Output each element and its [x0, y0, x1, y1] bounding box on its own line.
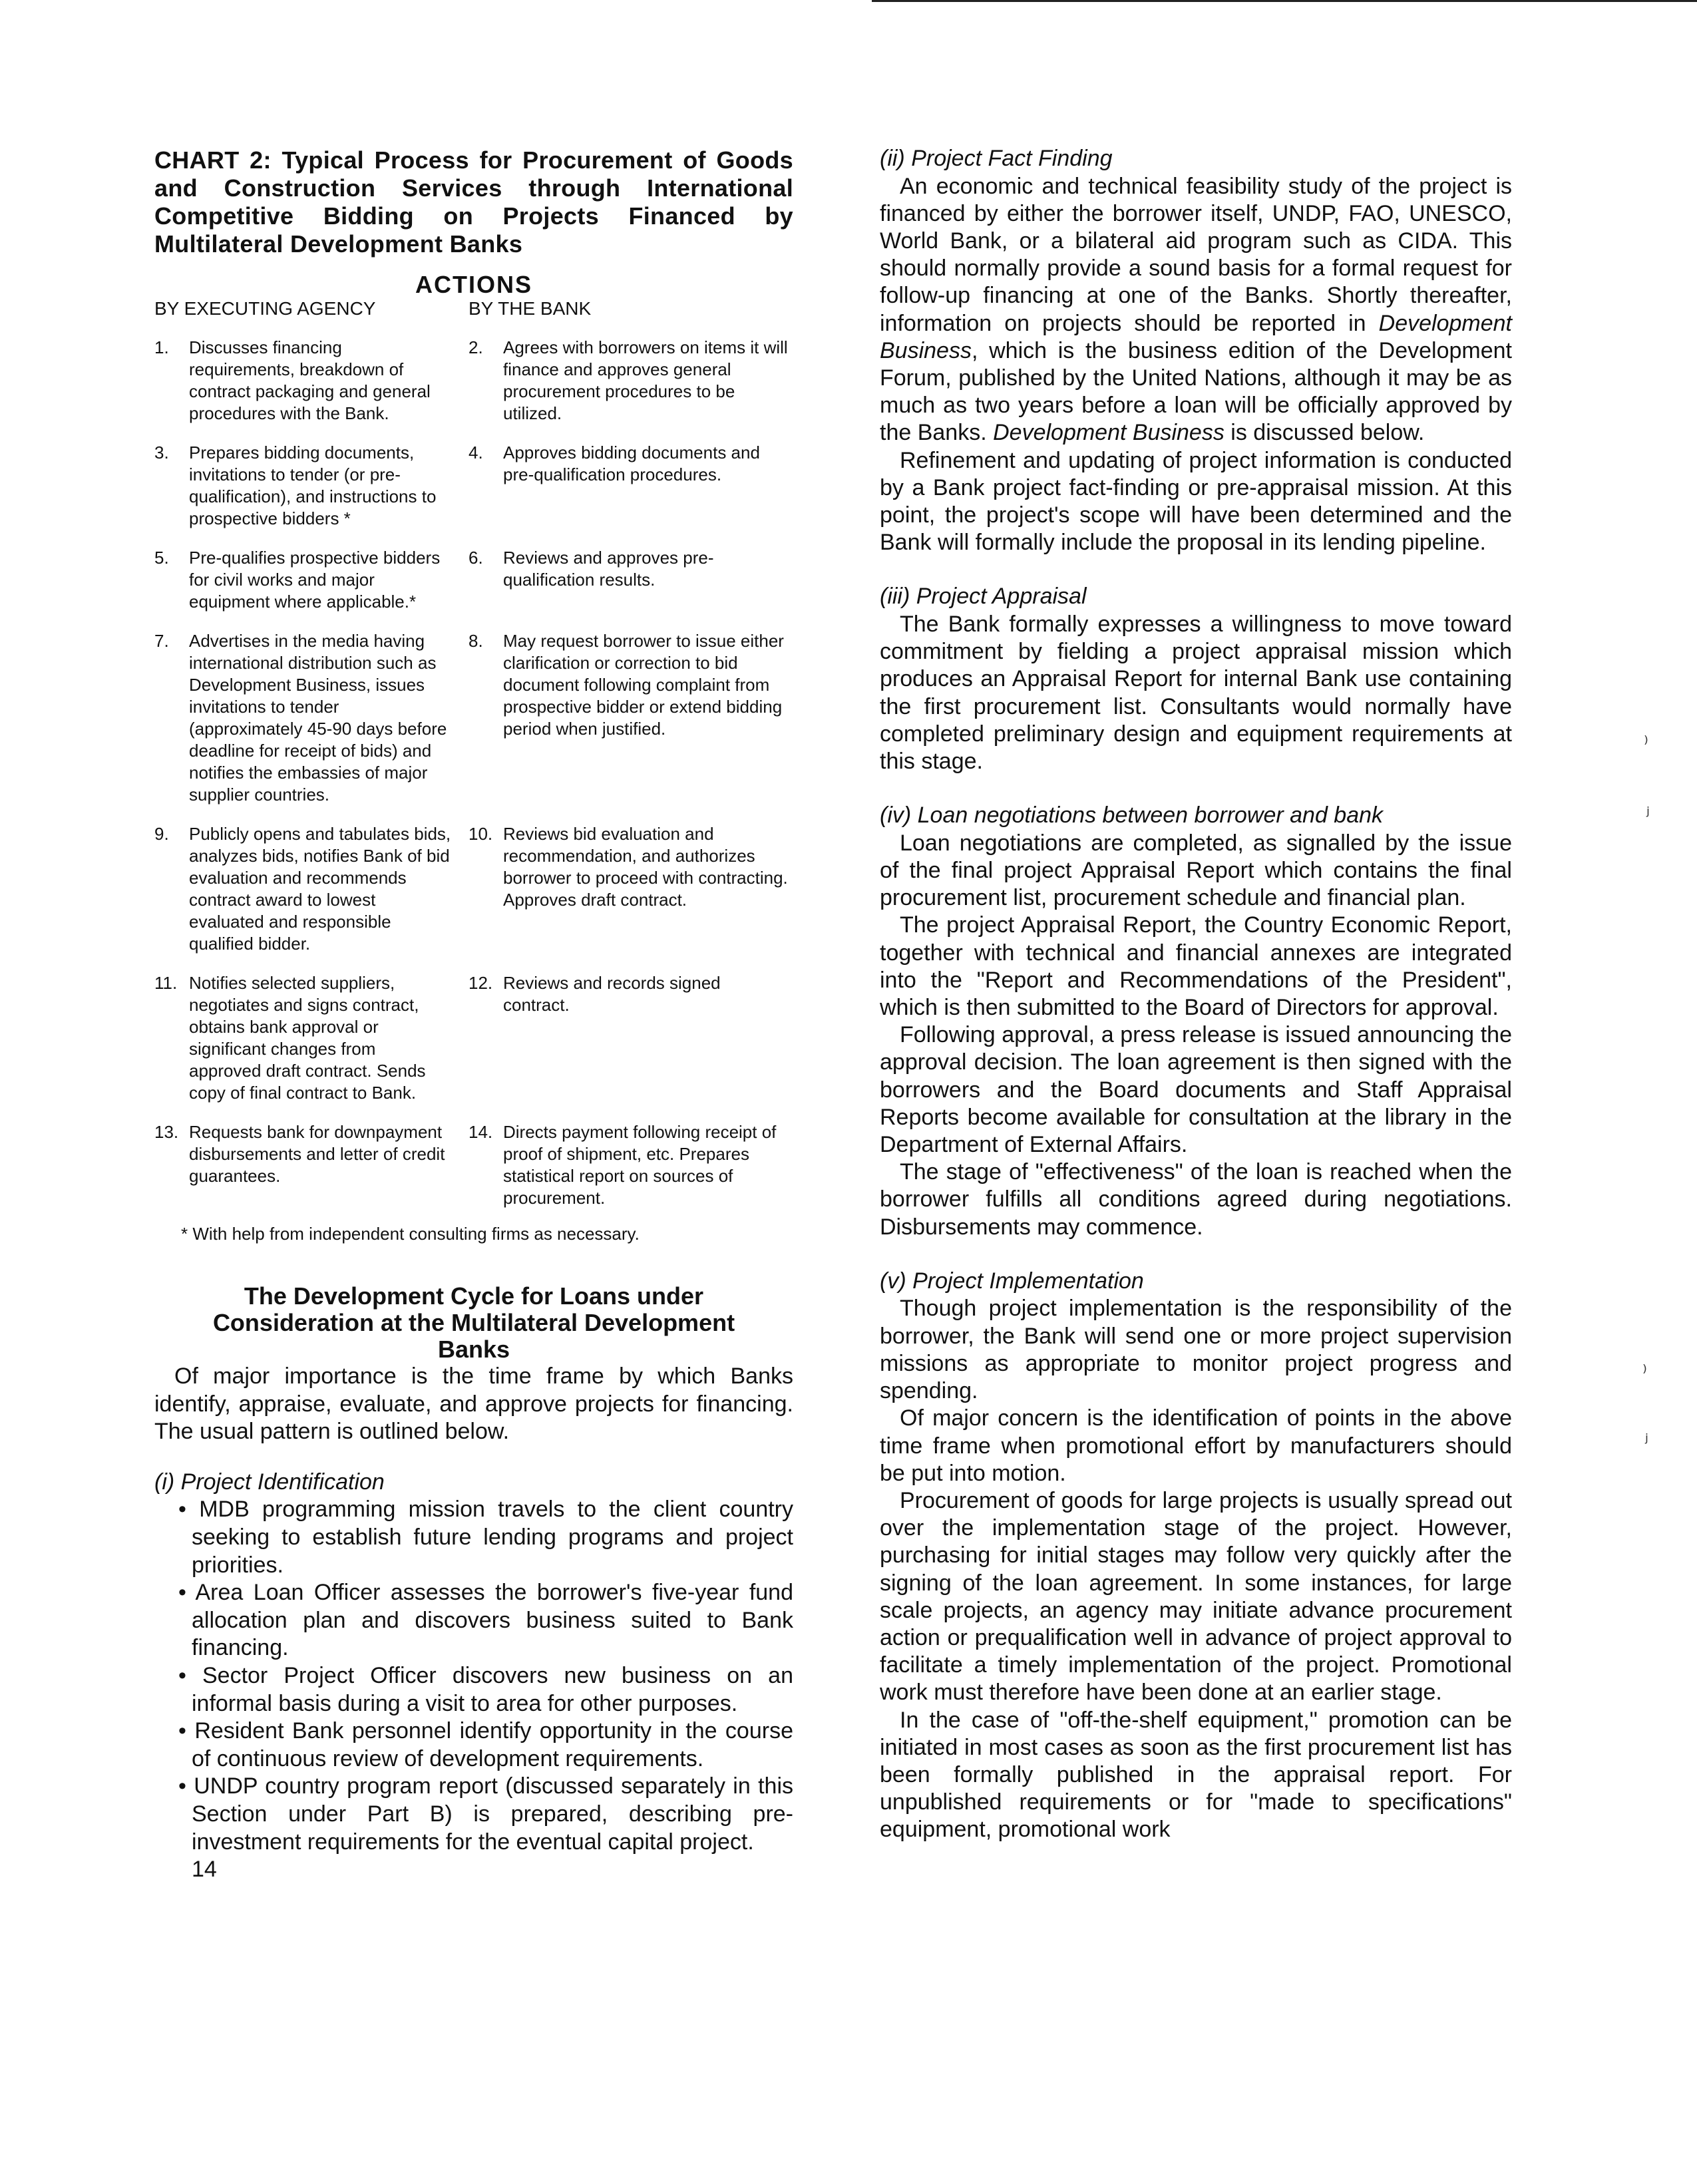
actions-list	[154, 337, 793, 1209]
action-number: 7.	[154, 631, 169, 651]
agency-action	[154, 630, 469, 806]
action-number: 10.	[469, 824, 493, 844]
paragraph: Loan negotiations are completed, as signalled by the issue of the final project Appraisal Report which contains the final procurement list, procurement schedule and financial plan.	[880, 830, 1512, 911]
action-text: Agrees with borrowers on items it will finance and approves general procurement procedures to be utilized.	[503, 337, 788, 423]
paragraph: The stage of "effectiveness" of the loan is reached when the borrower fulfills all conditions agreed during negotiations. Disbursements may commence.	[880, 1159, 1512, 1240]
text-run: is discussed below.	[1224, 420, 1425, 446]
action-number: 1.	[154, 337, 169, 357]
publication-title: Development Business	[880, 310, 1512, 363]
section-heading: The Development Cycle for Loans under Consideration at the Multilateral Development Banks	[212, 1282, 735, 1363]
action-text: May request borrower to issue either clarification or correction to bid document following complaint from prospective bidder or extend bidding period when justified.	[503, 631, 784, 739]
list-item: • Area Loan Officer assesses the borrower's five-year fund allocation plan and discovers business suited to Bank financing.	[178, 1580, 793, 1661]
action-number: 12.	[469, 973, 493, 993]
paragraph: The Bank formally expresses a willingness to move toward commitment by fielding a project appraisal mission which produces an Appraisal Report for internal Bank use containing the first procurement list. Consultants would normally have completed preliminary design and equipment requirements at this stage.	[880, 612, 1512, 775]
bullet-list	[154, 1496, 793, 1856]
publication-title: Development Business	[993, 420, 1225, 446]
action-number: 2.	[469, 337, 483, 357]
action-number: 5.	[154, 548, 169, 568]
left-column	[154, 146, 793, 1883]
list-item: • Sector Project Officer discovers new business on an informal basis during a visit to area for other purposes.	[178, 1662, 793, 1716]
action-row	[154, 1121, 793, 1209]
action-number: 6.	[469, 548, 483, 568]
action-text: Prepares bidding documents, invitations to tender (or pre-qualification), and instructions to prospective bidders *	[189, 443, 437, 528]
bank-action	[469, 337, 793, 425]
action-text: Discusses financing requirements, breakdown of contract packaging and general procedures with the Bank.	[189, 337, 431, 423]
paragraph: Refinement and updating of project information is conducted by a Bank project fact-finding or pre-appraisal mission. At this point, the project's scope will have been determined and the Bank will formally include the proposal in its lending pipeline.	[880, 447, 1512, 556]
paragraph: Following approval, a press release is issued announcing the approval decision. The loan agreement is then signed with the borrowers and the Board documents and Staff Appraisal Reports become available for consultation at the library in the Department of External Affairs.	[880, 1022, 1512, 1158]
paragraph: Of major importance is the time frame by which Banks identify, appraise, evaluate, and approve projects for financing. The usual pattern is outlined below.	[154, 1364, 793, 1445]
action-text: Reviews and records signed contract.	[503, 973, 721, 1015]
action-number: 4.	[469, 443, 483, 462]
bank-action	[469, 442, 793, 530]
bank-action	[469, 972, 793, 1104]
subsection-heading: (iii) Project Appraisal	[880, 584, 1087, 610]
list-item: • UNDP country program report (discussed separately in this Section under Part B) is prepared, describing pre-investment requirements for the eventual capital project.	[178, 1773, 793, 1855]
bank-action	[469, 547, 793, 613]
bank-action	[469, 823, 793, 955]
action-text: Reviews and approves pre-qualification results.	[503, 548, 714, 590]
scan-mark: ⁾	[1642, 1362, 1647, 1382]
list-item: • Resident Bank personnel identify opportunity in the course of continuous review of development requirements.	[178, 1718, 793, 1771]
actions-heading: ACTIONS	[415, 271, 532, 298]
col-header-agency: BY EXECUTING AGENCY	[154, 298, 376, 319]
action-number: 9.	[154, 824, 169, 844]
action-number: 3.	[154, 443, 169, 462]
paragraph: Procurement of goods for large projects is usually spread out over the implementation stage of the project. However, purchasing for initial stages may follow very quickly after the signing of the loan agreement. In some instances, for large scale projects, an agency may initiate advance procurement action or prequalification well in advance of project approval to facilitate a timely implementation of the project. Promotional work must therefore have been done at an earlier stage.	[880, 1487, 1512, 1706]
footnote: * With help from independent consulting firms as necessary.	[181, 1224, 640, 1244]
agency-action	[154, 972, 469, 1104]
paragraph: The project Appraisal Report, the Country Economic Report, together with technical and financial annexes are integrated into the "Report and Recommendations of the President", which is then submitted to the Board of Directors for approval.	[880, 912, 1512, 1021]
action-row	[154, 972, 793, 1104]
action-row	[154, 337, 793, 425]
subsection-heading: (iv) Loan negotiations between borrower and bank	[880, 803, 1384, 828]
text-run: , which is the business edition of the Development Forum, published by the United Nations, although it may be as much as two years before a loan will be officially approved by the Banks.	[880, 337, 1512, 446]
agency-action	[154, 1121, 469, 1209]
agency-action	[154, 823, 469, 955]
bank-action	[469, 630, 793, 806]
action-number: 14.	[469, 1122, 493, 1142]
scan-mark: ⱼ	[1646, 798, 1650, 819]
action-number: 13.	[154, 1122, 179, 1142]
scan-mark: ⁾	[1644, 733, 1648, 753]
chart-title: CHART 2: Typical Process for Procurement of Goods and Construction Services through International Competitive Bidding on Projects Financed by Multilateral Development Banks	[154, 146, 793, 258]
actions-column-headers	[154, 298, 793, 319]
action-text: Advertises in the media having international distribution such as Development Business, issues invitations to tender (approximately 45-90 days before deadline for receipt of bids) and notifies the embassies of major supplier countries.	[189, 631, 447, 805]
text-run: An economic and technical feasibility study of the project is financed by either the borrower itself, UNDP, FAO, UNESCO, World Bank, or a bilateral aid program such as CIDA. This should normally provide a sound basis for a formal request for follow-up financing at one of the Banks. Shortly thereafter, information on projects should be reported in	[880, 173, 1512, 336]
col-header-bank: BY THE BANK	[469, 298, 592, 319]
action-text: Approves bidding documents and pre-qualification procedures.	[503, 443, 760, 484]
paragraph	[880, 173, 1512, 447]
action-row	[154, 823, 793, 955]
subsection-heading: (ii) Project Fact Finding	[880, 146, 1113, 171]
action-row	[154, 442, 793, 530]
action-text: Publicly opens and tabulates bids, analyzes bids, notifies Bank of bid evaluation and recommends contract award to lowest evaluated and responsible qualified bidder.	[189, 824, 451, 954]
paragraph: In the case of "off-the-shelf equipment," promotion can be initiated in most cases as soon as the first procurement list has been formally published in the appraisal report. For unpublished requirements or for "made to specifications" equipment, promotional work	[880, 1707, 1512, 1843]
action-row	[154, 630, 793, 806]
scan-mark: ⱼ	[1645, 1425, 1648, 1445]
subsection-heading: (v) Project Implementation	[880, 1268, 1144, 1294]
action-text: Reviews bid evaluation and recommendation, and authorizes borrower to proceed with contracting. Approves draft contract.	[503, 824, 788, 910]
right-column	[880, 145, 1512, 1844]
agency-action	[154, 442, 469, 530]
agency-action	[154, 337, 469, 425]
paragraph: Though project implementation is the responsibility of the borrower, the Bank will send one or more project supervision missions as appropriate to monitor project progress and spending.	[880, 1296, 1512, 1404]
action-number: 11.	[154, 973, 178, 993]
paragraph: Of major concern is the identification of points in the above time frame when promotional effort by manufacturers should be put into motion.	[880, 1405, 1512, 1486]
action-text: Notifies selected suppliers, negotiates and signs contract, obtains bank approval or significant changes from approved draft contract. Sends copy of final contract to Bank.	[189, 973, 426, 1103]
page-number: 14	[192, 1857, 217, 1883]
agency-action	[154, 547, 469, 613]
list-item: • MDB programming mission travels to the client country seeking to establish future lending programs and project priorities.	[178, 1497, 793, 1578]
bank-action	[469, 1121, 793, 1209]
subsection-heading: (i) Project Identification	[154, 1469, 385, 1495]
top-rule	[872, 0, 1697, 2]
action-number: 8.	[469, 631, 483, 651]
action-text: Pre-qualifies prospective bidders for civil works and major equipment where applicable.*	[189, 548, 441, 612]
action-text: Requests bank for downpayment disbursements and letter of credit guarantees.	[189, 1122, 445, 1186]
action-text: Directs payment following receipt of proof of shipment, etc. Prepares statistical report on sources of procurement.	[503, 1122, 777, 1208]
action-row	[154, 547, 793, 613]
